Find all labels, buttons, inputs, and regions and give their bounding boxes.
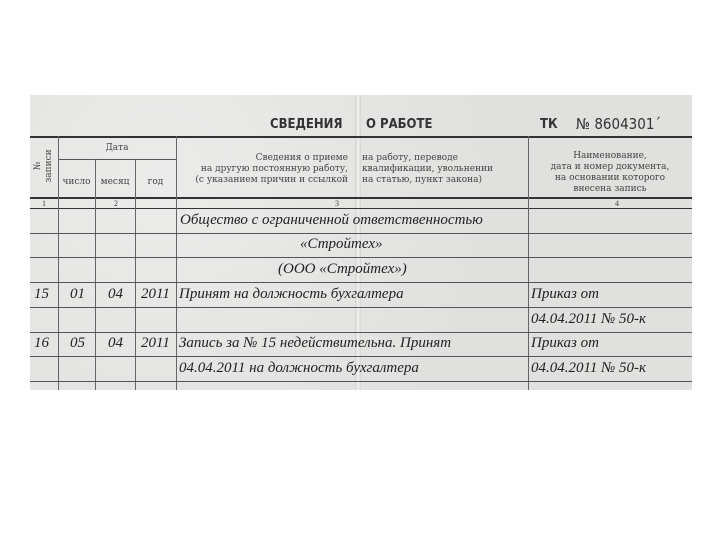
- col-number: 3: [335, 199, 339, 208]
- rule: [30, 136, 692, 138]
- header-info-right: на работу, переводе квалификации, увольнении на статью, пункт закона): [362, 153, 494, 185]
- row-line: [30, 233, 692, 234]
- header-record-no: № записи: [33, 149, 54, 183]
- row-line: [30, 282, 692, 283]
- entry-month: 04: [108, 335, 123, 351]
- work-book-page: [30, 95, 692, 390]
- entry-document: Приказ от: [531, 335, 599, 351]
- header-date: Дата: [105, 143, 129, 153]
- col-number: 1: [42, 199, 46, 208]
- entry-no: 15: [34, 286, 49, 302]
- entry-text: Запись за № 15 недействительна. Принят: [179, 335, 452, 351]
- col-number: 2: [114, 199, 118, 208]
- entry-day: 05: [70, 335, 85, 351]
- entry-text: Принят на должность бухгалтера: [179, 286, 404, 302]
- book-number: № 8604301´: [576, 115, 662, 133]
- header-info-left: Сведения о приеме на другую постоянную работу, (с указанием причин и ссылкой: [195, 153, 348, 185]
- entry-document: Приказ от: [531, 286, 599, 302]
- company-short: «Стройтех»: [300, 236, 383, 252]
- rule: [30, 208, 692, 209]
- company-abbr: (ООО «Стройтех»): [278, 261, 407, 277]
- rule: [58, 159, 176, 160]
- title-right: О РАБОТЕ: [366, 117, 433, 132]
- row-line: [30, 381, 692, 382]
- entry-year: 2011: [141, 286, 170, 302]
- row-line: [30, 257, 692, 258]
- header-document: Наименование, дата и номер документа, на основании которого внесена запись: [550, 151, 670, 194]
- rule: [30, 197, 692, 199]
- row-line: [30, 332, 692, 333]
- title-left: СВЕДЕНИЯ: [270, 117, 343, 132]
- entry-document-cont: 04.04.2011 № 50-к: [531, 311, 647, 327]
- entry-day: 01: [70, 286, 85, 302]
- row-line: [30, 307, 692, 308]
- col-line: [176, 136, 177, 390]
- entry-month: 04: [108, 286, 123, 302]
- entry-no: 16: [34, 335, 49, 351]
- header-day: число: [62, 177, 91, 187]
- header-year: год: [147, 177, 164, 187]
- col-line: [58, 136, 59, 390]
- col-number: 4: [615, 199, 619, 208]
- entry-document-cont: 04.04.2011 № 50-к: [531, 360, 647, 376]
- header-month: месяц: [100, 177, 130, 187]
- series-label: ТК: [540, 117, 558, 132]
- row-line: [30, 356, 692, 357]
- entry-year: 2011: [141, 335, 170, 351]
- col-line: [528, 136, 529, 390]
- company-name: Общество с ограниченной ответственностью: [180, 212, 483, 228]
- entry-text-cont: 04.04.2011 на должность бухгалтера: [179, 360, 419, 376]
